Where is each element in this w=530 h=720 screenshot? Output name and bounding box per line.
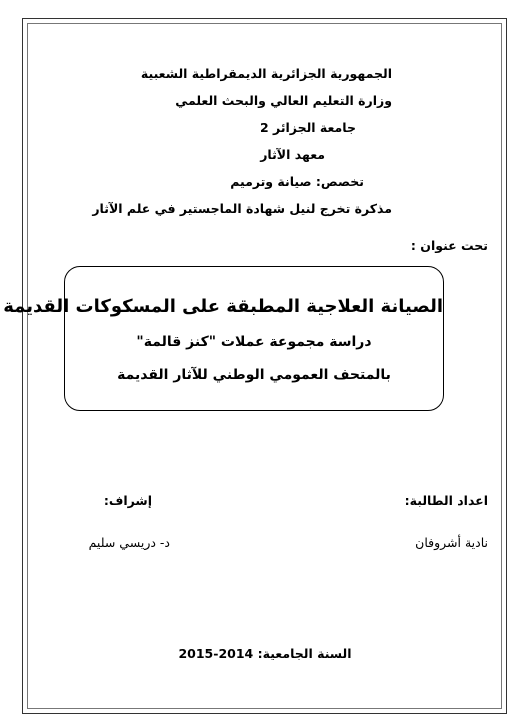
institute-line: معهد الآثار: [260, 147, 325, 162]
republic-line: الجمهورية الجزائرية الديمقراطية الشعبية: [140, 66, 392, 81]
ministry-line: وزارة التعليم العالي والبحث العلمي: [175, 93, 392, 108]
university-line: جامعة الجزائر 2: [259, 120, 356, 135]
supervision-label: إشراف:: [103, 493, 152, 508]
thesis-note-line: مذكرة تخرج لنيل شهادة الماجستير في علم الآثار: [92, 201, 392, 216]
thesis-subtitle: دراسة مجموعة عملات "كنز قالمة": [136, 334, 372, 350]
supervisor-name: د- دريسي سليم: [88, 535, 170, 550]
thesis-title: الصيانة العلاجية المطبقة على المسكوكات القديمة: [3, 296, 443, 317]
academic-year: السنة الجامعية: 2014-2015: [178, 646, 352, 661]
institution-header: [92, 60, 392, 222]
title-box: [3, 266, 444, 411]
title-caption: تحت عنوان :: [410, 238, 488, 253]
student-name: نادية أشروفان: [415, 535, 488, 550]
specialty-line: تخصص: صيانة وترميم: [230, 174, 364, 189]
students-label: اعداد الطالبة:: [404, 493, 488, 508]
thesis-location: بالمتحف العمومي الوطني للآثار القديمة: [117, 367, 391, 383]
